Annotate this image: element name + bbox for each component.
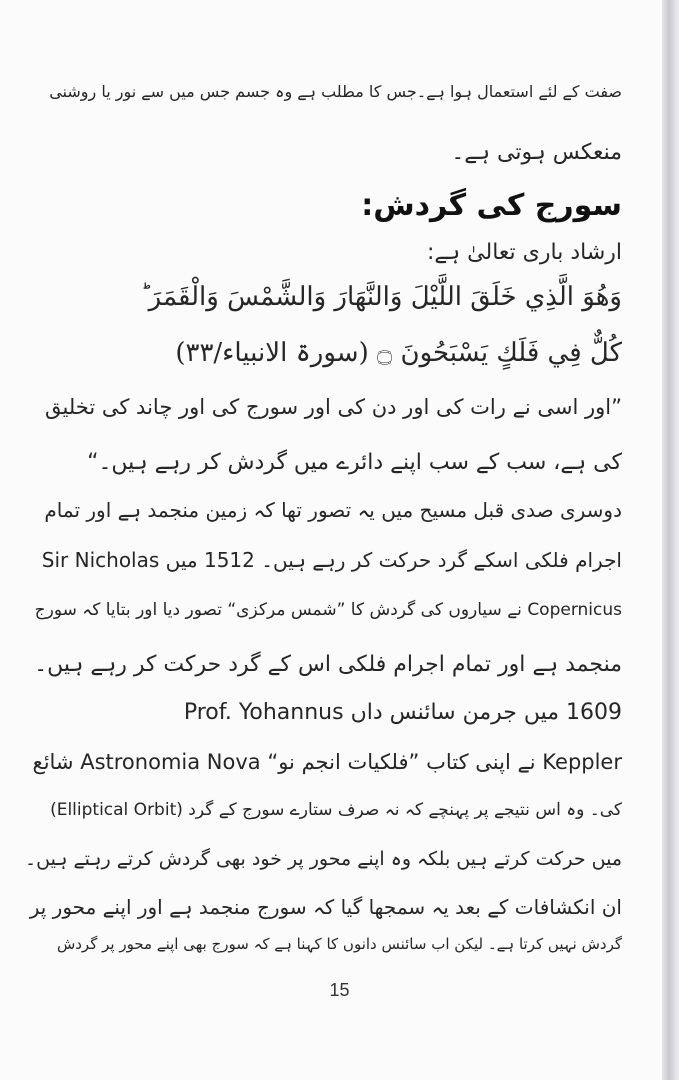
text-line-1: صفت کے لئے استعمال ہوا ہے۔جس کا مطلب ہے وہ جسم جس میں سے نور یا روشنی bbox=[49, 82, 622, 101]
text-line-12: کی۔ وہ اس نتیجے پر پہنچے کہ نہ صرف ستارے سورج کے گرد (Elliptical Orbit) bbox=[50, 800, 622, 820]
text-line-11: Keppler نے اپنی کتاب ”فلکیات انجم نو“ Astronomia Nova شائع bbox=[32, 750, 622, 774]
page-number: 15 bbox=[329, 980, 350, 1000]
text-line-15: گردش نہیں کرتا ہے۔ لیکن اب سائنس دانوں کا کہنا ہے کہ سورج بھی اپنے محور پر گردش bbox=[56, 935, 622, 953]
text-line-7: اجرام فلکی اسکے گرد حرکت کر رہے ہیں۔ 1512 میں Sir Nicholas bbox=[41, 548, 622, 572]
text-line-13: میں حرکت کرتے ہیں بلکہ وہ اپنے محور پر خود بھی گردش کرتے رہتے ہیں۔ bbox=[25, 848, 622, 870]
text-line-14: ان انکشافات کے بعد یہ سمجھا گیا کہ سورج منجمد ہے اور اپنے محور پر bbox=[29, 895, 622, 919]
text-line-2: منعکس ہوتی ہے۔ bbox=[451, 140, 622, 165]
quran-verse-line-2: كُلٌّ فِي فَلَكٍ يَسْبَحُونَ ۝ (سورۃ الانبیاء/۳۳) bbox=[175, 338, 622, 368]
text-line-3: ارشاد باری تعالیٰ ہے: bbox=[427, 240, 622, 265]
text-line-6: دوسری صدی قبل مسیح میں یہ تصور تھا کہ زمین منجمد ہے اور تمام bbox=[44, 498, 622, 522]
quran-verse-line-1: وَهُوَ الَّذِي خَلَقَ اللَّيْلَ وَالنَّهَارَ وَالشَّمْسَ وَالْقَمَرَ ؕ bbox=[140, 282, 622, 312]
section-heading: سورج کی گردش: bbox=[361, 188, 622, 223]
text-line-10: 1609 میں جرمن سائنس داں Prof. Yohannus bbox=[183, 700, 622, 725]
text-line-9: منجمد ہے اور تمام اجرام فلکی اس کے گرد حرکت کر رہے ہیں۔ bbox=[34, 652, 622, 677]
page-edge bbox=[662, 0, 679, 1080]
text-line-5: کی ہے، سب کے سب اپنے دائرے میں گردش کر رہے ہیں۔“ bbox=[87, 450, 622, 475]
text-line-8: Copernicus نے سیاروں کی گردش کا ”شمس مرکزی“ تصور دیا اور بتایا کہ سورج bbox=[34, 600, 622, 620]
text-line-4: ”اور اسی نے رات کی اور دن کی اور سورج کی اور چاند کی تخلیق bbox=[45, 395, 622, 419]
